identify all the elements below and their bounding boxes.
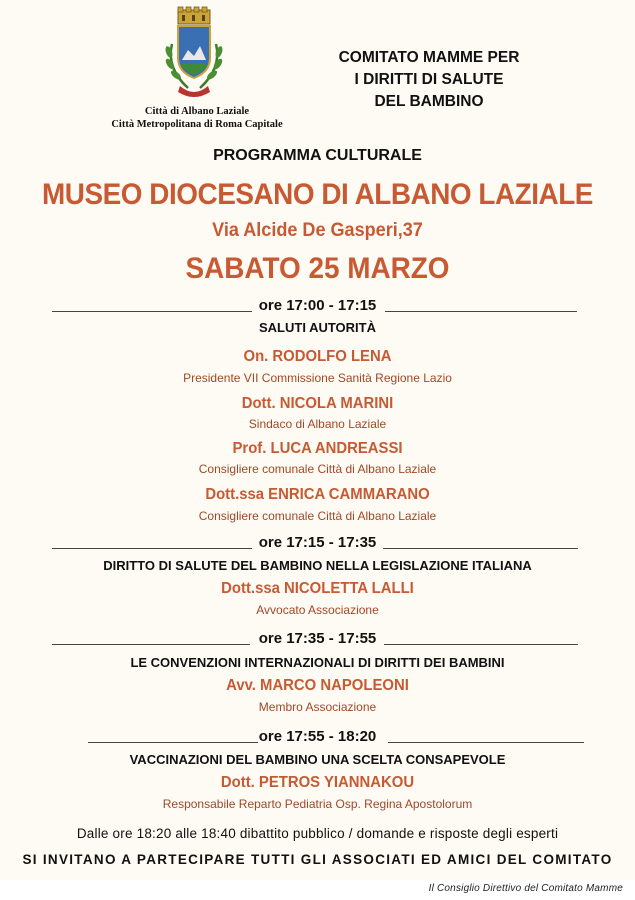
speaker-name: Dott.ssa ENRICA CAMMARANO (205, 486, 430, 503)
invitation-text: SI INVITANO A PARTECIPARE TUTTI GLI ASSOCIATI ED AMICI DEL COMITATO (22, 852, 613, 867)
footer (0, 880, 635, 900)
city-name: Città di Albano Laziale (144, 106, 250, 117)
session-time-row (0, 297, 635, 317)
speaker-role: Responsabile Reparto Pediatria Osp. Regina Apostolorum (162, 797, 473, 811)
committee-name-line-1: COMITATO MAMME PER (338, 49, 520, 66)
session-time: ore 17:00 - 17:15 (258, 297, 377, 314)
speaker-name: On. RODOLFO LENA (243, 348, 392, 365)
speaker-role: Membro Associazione (258, 700, 377, 714)
session-title: SALUTI AUTORITÀ (259, 320, 376, 335)
speaker-role: Avvocato Associazione (256, 603, 379, 617)
speaker-role: Sindaco di Albano Laziale (248, 417, 387, 431)
session-time: ore 17:15 - 17:35 (258, 534, 377, 551)
speaker-role: Presidente VII Commissione Sanità Regione Lazio (183, 371, 452, 385)
session-time: ore 17:55 - 18:20 (258, 728, 377, 745)
metropolitan-city-name: Città Metropolitana di Roma Capitale (111, 119, 283, 130)
coat-of-arms-icon (158, 6, 230, 104)
speaker-name: Dott. NICOLA MARINI (241, 395, 394, 412)
session-title: LE CONVENZIONI INTERNAZIONALI DI DIRITTI DEI BAMBINI (130, 655, 505, 670)
speaker-name: Dott. PETROS YIANNAKOU (220, 774, 415, 791)
session-title: VACCINAZIONI DEL BAMBINO UNA SCELTA CONSAPEVOLE (129, 752, 506, 767)
committee-name-line-3: DEL BAMBINO (374, 93, 484, 110)
venue-title: MUSEO DIOCESANO DI ALBANO LAZIALE (42, 178, 593, 211)
session-time-row (0, 728, 635, 748)
program-label: PROGRAMMA CULTURALE (213, 147, 422, 164)
speaker-name: Avv. MARCO NAPOLEONI (226, 677, 409, 694)
speaker-role: Consigliere comunale Città di Albano Laziale (198, 509, 437, 523)
session-time: ore 17:35 - 17:55 (258, 630, 377, 647)
session-title: DIRITTO DI SALUTE DEL BAMBINO NELLA LEGISLAZIONE ITALIANA (103, 558, 532, 573)
session-time-row (0, 630, 635, 650)
session-time-row (0, 534, 635, 554)
speaker-role: Consigliere comunale Città di Albano Laziale (198, 462, 437, 476)
debate-note: Dalle ore 18:20 alle 18:40 dibattito pubblico / domande e risposte degli esperti (76, 826, 559, 841)
signature: Il Consiglio Direttivo del Comitato Mamme (428, 883, 623, 894)
event-date: SABATO 25 MARZO (185, 252, 450, 285)
venue-address: Via Alcide De Gasperi,37 (212, 220, 423, 241)
speaker-name: Prof. LUCA ANDREASSI (232, 440, 403, 457)
committee-name-line-2: I DIRITTI DI SALUTE (354, 71, 504, 88)
speaker-name: Dott.ssa NICOLETTA LALLI (221, 580, 414, 597)
